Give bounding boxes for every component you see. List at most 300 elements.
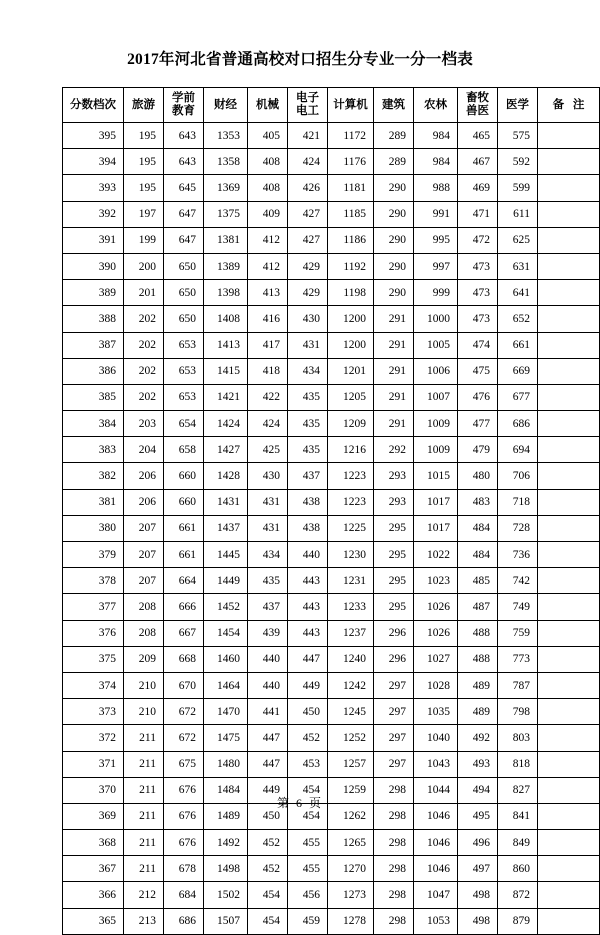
remark-cell (538, 882, 600, 908)
column-header-2 (164, 88, 204, 123)
count-cell: 599 (498, 175, 538, 201)
count-cell: 1242 (328, 672, 374, 698)
count-cell: 1257 (328, 751, 374, 777)
score-cell: 381 (63, 489, 124, 515)
count-cell: 1415 (204, 358, 248, 384)
count-cell: 209 (124, 646, 164, 672)
count-cell: 427 (288, 201, 328, 227)
count-cell: 297 (374, 751, 414, 777)
score-cell: 376 (63, 620, 124, 646)
column-header-4: 机械 (248, 88, 288, 123)
count-cell: 666 (164, 594, 204, 620)
count-cell: 1015 (414, 463, 458, 489)
count-cell: 290 (374, 253, 414, 279)
remark-cell (538, 463, 600, 489)
count-cell: 1026 (414, 620, 458, 646)
remark-cell (538, 123, 600, 149)
count-cell: 483 (458, 489, 498, 515)
count-cell: 212 (124, 882, 164, 908)
score-cell: 375 (63, 646, 124, 672)
remark-cell (538, 201, 600, 227)
count-cell: 661 (498, 332, 538, 358)
count-cell: 728 (498, 515, 538, 541)
count-cell: 204 (124, 437, 164, 463)
count-cell: 660 (164, 489, 204, 515)
count-cell: 291 (374, 358, 414, 384)
count-cell: 1022 (414, 542, 458, 568)
table-row (63, 594, 600, 620)
count-cell: 1046 (414, 830, 458, 856)
score-cell: 366 (63, 882, 124, 908)
count-cell: 203 (124, 411, 164, 437)
count-cell: 669 (498, 358, 538, 384)
count-cell: 489 (458, 699, 498, 725)
count-cell: 434 (248, 542, 288, 568)
count-cell: 443 (288, 594, 328, 620)
count-cell: 1200 (328, 332, 374, 358)
count-cell: 439 (248, 620, 288, 646)
count-cell: 668 (164, 646, 204, 672)
count-cell: 1017 (414, 489, 458, 515)
count-cell: 1000 (414, 306, 458, 332)
count-cell: 1009 (414, 411, 458, 437)
remark-cell (538, 332, 600, 358)
count-cell: 443 (288, 620, 328, 646)
column-header-line: 电子 (296, 92, 319, 105)
column-header-1: 旅游 (124, 88, 164, 123)
count-cell: 447 (248, 751, 288, 777)
count-cell: 1192 (328, 253, 374, 279)
count-cell: 435 (288, 384, 328, 410)
count-cell: 452 (288, 725, 328, 751)
count-cell: 424 (248, 411, 288, 437)
count-cell: 676 (164, 777, 204, 803)
remark-cell (538, 411, 600, 437)
count-cell: 1223 (328, 489, 374, 515)
count-cell: 676 (164, 803, 204, 829)
table-row (63, 542, 600, 568)
count-cell: 849 (498, 830, 538, 856)
count-cell: 293 (374, 489, 414, 515)
count-cell: 1252 (328, 725, 374, 751)
count-cell: 449 (248, 777, 288, 803)
count-cell: 454 (248, 882, 288, 908)
count-cell: 421 (288, 123, 328, 149)
count-cell: 1046 (414, 803, 458, 829)
count-cell: 427 (288, 227, 328, 253)
count-cell: 1225 (328, 515, 374, 541)
count-cell: 206 (124, 489, 164, 515)
count-cell: 431 (248, 515, 288, 541)
count-cell: 440 (248, 646, 288, 672)
count-cell: 1185 (328, 201, 374, 227)
score-cell: 368 (63, 830, 124, 856)
count-cell: 643 (164, 123, 204, 149)
count-cell: 706 (498, 463, 538, 489)
count-cell: 653 (164, 358, 204, 384)
remark-cell (538, 358, 600, 384)
count-cell: 667 (164, 620, 204, 646)
count-cell: 872 (498, 882, 538, 908)
count-cell: 749 (498, 594, 538, 620)
count-cell: 290 (374, 227, 414, 253)
count-cell: 437 (288, 463, 328, 489)
count-cell: 803 (498, 725, 538, 751)
count-cell: 408 (248, 149, 288, 175)
count-cell: 1040 (414, 725, 458, 751)
remark-cell (538, 672, 600, 698)
count-cell: 438 (288, 489, 328, 515)
count-cell: 670 (164, 672, 204, 698)
count-cell: 479 (458, 437, 498, 463)
count-cell: 429 (288, 280, 328, 306)
count-cell: 493 (458, 751, 498, 777)
table-row (63, 830, 600, 856)
count-cell: 455 (288, 830, 328, 856)
count-cell: 202 (124, 358, 164, 384)
remark-cell (538, 646, 600, 672)
table-row (63, 515, 600, 541)
table-row (63, 725, 600, 751)
count-cell: 1198 (328, 280, 374, 306)
count-cell: 295 (374, 594, 414, 620)
count-cell: 474 (458, 332, 498, 358)
count-cell: 1273 (328, 882, 374, 908)
count-cell: 1445 (204, 542, 248, 568)
count-cell: 1044 (414, 777, 458, 803)
count-cell: 1421 (204, 384, 248, 410)
count-cell: 984 (414, 149, 458, 175)
score-cell: 387 (63, 332, 124, 358)
count-cell: 677 (498, 384, 538, 410)
count-cell: 293 (374, 463, 414, 489)
remark-cell (538, 253, 600, 279)
count-cell: 1230 (328, 542, 374, 568)
count-cell: 413 (248, 280, 288, 306)
count-cell: 1223 (328, 463, 374, 489)
count-cell: 787 (498, 672, 538, 698)
remark-cell (538, 751, 600, 777)
count-cell: 1205 (328, 384, 374, 410)
table-row (63, 227, 600, 253)
column-header-10: 医学 (498, 88, 538, 123)
column-header-8: 农林 (414, 88, 458, 123)
count-cell: 827 (498, 777, 538, 803)
count-cell: 441 (248, 699, 288, 725)
column-header-line: 畜牧 (466, 92, 489, 105)
count-cell: 1237 (328, 620, 374, 646)
count-cell: 650 (164, 306, 204, 332)
count-cell: 661 (164, 542, 204, 568)
score-cell: 378 (63, 568, 124, 594)
count-cell: 684 (164, 882, 204, 908)
count-cell: 1460 (204, 646, 248, 672)
count-cell: 653 (164, 332, 204, 358)
count-cell: 195 (124, 175, 164, 201)
count-cell: 1353 (204, 123, 248, 149)
count-cell: 1209 (328, 411, 374, 437)
count-cell: 631 (498, 253, 538, 279)
table-row (63, 908, 600, 934)
table-row (63, 280, 600, 306)
count-cell: 1265 (328, 830, 374, 856)
table-row (63, 358, 600, 384)
table-row (63, 384, 600, 410)
count-cell: 416 (248, 306, 288, 332)
count-cell: 611 (498, 201, 538, 227)
count-cell: 480 (458, 463, 498, 489)
count-cell: 206 (124, 463, 164, 489)
count-cell: 798 (498, 699, 538, 725)
count-cell: 467 (458, 149, 498, 175)
count-cell: 289 (374, 149, 414, 175)
count-cell: 412 (248, 227, 288, 253)
count-cell: 424 (288, 149, 328, 175)
count-cell: 1454 (204, 620, 248, 646)
count-cell: 449 (288, 672, 328, 698)
count-cell: 210 (124, 672, 164, 698)
count-cell: 211 (124, 830, 164, 856)
count-cell: 625 (498, 227, 538, 253)
table-body (63, 123, 600, 935)
count-cell: 197 (124, 201, 164, 227)
table-row (63, 751, 600, 777)
count-cell: 291 (374, 384, 414, 410)
count-cell: 408 (248, 175, 288, 201)
count-cell: 211 (124, 803, 164, 829)
score-cell: 382 (63, 463, 124, 489)
score-cell: 369 (63, 803, 124, 829)
count-cell: 686 (498, 411, 538, 437)
remark-cell (538, 830, 600, 856)
count-cell: 195 (124, 149, 164, 175)
count-cell: 488 (458, 646, 498, 672)
page-number-footer: 第 6 页 (276, 796, 323, 810)
count-cell: 841 (498, 803, 538, 829)
count-cell: 430 (288, 306, 328, 332)
count-cell: 1489 (204, 803, 248, 829)
count-cell: 1006 (414, 358, 458, 384)
count-cell: 1398 (204, 280, 248, 306)
remark-cell (538, 699, 600, 725)
count-cell: 211 (124, 751, 164, 777)
table-row (63, 489, 600, 515)
count-cell: 759 (498, 620, 538, 646)
count-cell: 473 (458, 280, 498, 306)
count-cell: 452 (248, 830, 288, 856)
count-cell: 1502 (204, 882, 248, 908)
count-cell: 497 (458, 856, 498, 882)
count-cell: 1431 (204, 489, 248, 515)
count-cell: 1023 (414, 568, 458, 594)
count-cell: 1262 (328, 803, 374, 829)
table-row (63, 882, 600, 908)
count-cell: 1270 (328, 856, 374, 882)
count-cell: 1200 (328, 306, 374, 332)
count-cell: 202 (124, 306, 164, 332)
count-cell: 296 (374, 646, 414, 672)
count-cell: 1475 (204, 725, 248, 751)
score-cell: 385 (63, 384, 124, 410)
page-title: 2017年河北省普通高校对口招生分专业一分一档表 (127, 51, 473, 68)
table-row (63, 253, 600, 279)
count-cell: 1413 (204, 332, 248, 358)
count-cell: 654 (164, 411, 204, 437)
count-cell: 208 (124, 594, 164, 620)
count-cell: 450 (248, 803, 288, 829)
count-cell: 1484 (204, 777, 248, 803)
count-cell: 773 (498, 646, 538, 672)
count-cell: 431 (248, 489, 288, 515)
count-cell: 678 (164, 856, 204, 882)
count-cell: 1498 (204, 856, 248, 882)
count-cell: 484 (458, 542, 498, 568)
remark-cell (538, 908, 600, 934)
score-cell: 380 (63, 515, 124, 541)
count-cell: 1176 (328, 149, 374, 175)
table-header (63, 88, 600, 123)
count-cell: 440 (288, 542, 328, 568)
count-cell: 1452 (204, 594, 248, 620)
count-cell: 641 (498, 280, 538, 306)
count-cell: 647 (164, 201, 204, 227)
remark-cell (538, 384, 600, 410)
score-cell: 388 (63, 306, 124, 332)
remark-cell (538, 175, 600, 201)
count-cell: 672 (164, 699, 204, 725)
score-cell: 373 (63, 699, 124, 725)
score-cell: 377 (63, 594, 124, 620)
count-cell: 988 (414, 175, 458, 201)
count-cell: 292 (374, 437, 414, 463)
count-cell: 438 (288, 515, 328, 541)
count-cell: 202 (124, 332, 164, 358)
score-cell: 374 (63, 672, 124, 698)
remark-cell (538, 515, 600, 541)
count-cell: 1047 (414, 882, 458, 908)
count-cell: 435 (248, 568, 288, 594)
count-cell: 661 (164, 515, 204, 541)
count-cell: 289 (374, 123, 414, 149)
count-cell: 207 (124, 515, 164, 541)
count-cell: 1231 (328, 568, 374, 594)
remark-cell (538, 149, 600, 175)
count-cell: 1027 (414, 646, 458, 672)
count-cell: 210 (124, 699, 164, 725)
table-header-row (63, 88, 600, 123)
count-cell: 1240 (328, 646, 374, 672)
table-row (63, 332, 600, 358)
count-cell: 298 (374, 856, 414, 882)
count-cell: 471 (458, 201, 498, 227)
count-cell: 450 (288, 699, 328, 725)
count-cell: 298 (374, 882, 414, 908)
count-cell: 298 (374, 908, 414, 934)
count-cell: 991 (414, 201, 458, 227)
count-cell: 447 (248, 725, 288, 751)
score-cell: 393 (63, 175, 124, 201)
count-cell: 412 (248, 253, 288, 279)
count-cell: 1046 (414, 856, 458, 882)
count-cell: 1035 (414, 699, 458, 725)
count-cell: 454 (288, 803, 328, 829)
column-header-3: 财经 (204, 88, 248, 123)
count-cell: 440 (248, 672, 288, 698)
score-cell: 370 (63, 777, 124, 803)
count-cell: 455 (288, 856, 328, 882)
remark-cell (538, 594, 600, 620)
count-cell: 435 (288, 437, 328, 463)
table-row (63, 437, 600, 463)
count-cell: 488 (458, 620, 498, 646)
count-cell: 431 (288, 332, 328, 358)
count-cell: 207 (124, 542, 164, 568)
count-cell: 477 (458, 411, 498, 437)
count-cell: 291 (374, 332, 414, 358)
score-cell: 365 (63, 908, 124, 934)
count-cell: 1389 (204, 253, 248, 279)
count-cell: 429 (288, 253, 328, 279)
count-cell: 575 (498, 123, 538, 149)
score-cell: 371 (63, 751, 124, 777)
remark-cell (538, 620, 600, 646)
column-header-line: 电工 (296, 105, 319, 117)
column-header-7: 建筑 (374, 88, 414, 123)
table-row (63, 463, 600, 489)
count-cell: 452 (248, 856, 288, 882)
count-cell: 1201 (328, 358, 374, 384)
count-cell: 208 (124, 620, 164, 646)
count-cell: 454 (288, 777, 328, 803)
count-cell: 459 (288, 908, 328, 934)
score-cell: 379 (63, 542, 124, 568)
count-cell: 454 (248, 908, 288, 934)
count-cell: 997 (414, 253, 458, 279)
count-cell: 200 (124, 253, 164, 279)
count-cell: 437 (248, 594, 288, 620)
count-cell: 1005 (414, 332, 458, 358)
count-cell: 1028 (414, 672, 458, 698)
table-row (63, 568, 600, 594)
column-header-6: 计算机 (328, 88, 374, 123)
count-cell: 473 (458, 253, 498, 279)
count-cell: 211 (124, 777, 164, 803)
count-cell: 1216 (328, 437, 374, 463)
score-cell: 386 (63, 358, 124, 384)
count-cell: 295 (374, 568, 414, 594)
count-cell: 297 (374, 672, 414, 698)
count-cell: 1424 (204, 411, 248, 437)
score-cell: 391 (63, 227, 124, 253)
remark-cell (538, 437, 600, 463)
count-cell: 1245 (328, 699, 374, 725)
count-cell: 498 (458, 908, 498, 934)
count-cell: 487 (458, 594, 498, 620)
table-row (63, 149, 600, 175)
count-cell: 650 (164, 253, 204, 279)
count-cell: 430 (248, 463, 288, 489)
column-header-line: 兽医 (466, 105, 489, 117)
count-cell: 409 (248, 201, 288, 227)
count-cell: 742 (498, 568, 538, 594)
remark-cell (538, 542, 600, 568)
count-cell: 645 (164, 175, 204, 201)
count-cell: 694 (498, 437, 538, 463)
count-cell: 298 (374, 830, 414, 856)
count-cell: 1186 (328, 227, 374, 253)
column-header-0: 分数档次 (63, 88, 124, 123)
count-cell: 1427 (204, 437, 248, 463)
